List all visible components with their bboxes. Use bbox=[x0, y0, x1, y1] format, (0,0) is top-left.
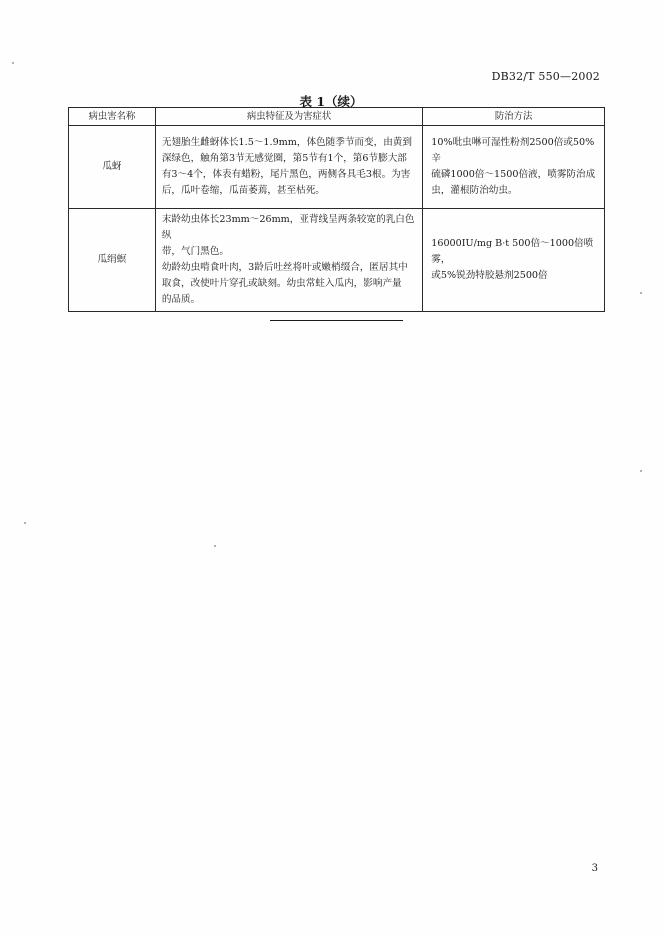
control-line: 或5%锐劲特胶悬剂2500倍 bbox=[431, 270, 548, 281]
scan-speck bbox=[214, 545, 216, 547]
column-header-pest-name: 病虫害名称 bbox=[69, 108, 156, 126]
pest-name-cell: 瓜绢螟 bbox=[69, 209, 156, 312]
symptom-line: 幼龄幼虫啃食叶肉，3龄后吐丝将叶或嫩梢缀合，匿居其中 bbox=[161, 262, 408, 273]
symptom-line: 末龄幼虫体长23mm～26mm，亚背线呈两条较宽的乳白色纵 bbox=[161, 214, 415, 241]
page-number: 3 bbox=[591, 863, 598, 874]
control-cell bbox=[423, 126, 605, 209]
symptom-line: 有3～4个，体表有蜡粉，尾片黑色，两侧各具毛3根。为害 bbox=[161, 169, 411, 180]
pest-control-table bbox=[68, 107, 605, 312]
control-cell bbox=[423, 209, 605, 312]
pest-name-cell: 瓜蚜 bbox=[69, 126, 156, 209]
symptom-line: 深绿色，触角第3节无感觉圈，第5节有1个，第6节膨大部 bbox=[161, 153, 407, 164]
symptom-line: 取食，改使叶片穿孔或缺刻。幼虫常蛀入瓜内，影响产量 bbox=[161, 278, 402, 289]
scan-speck bbox=[640, 292, 642, 294]
table-row bbox=[69, 209, 605, 312]
end-of-section-rule bbox=[270, 320, 403, 321]
symptom-line: 带，气门黑色。 bbox=[161, 246, 229, 257]
control-line: 硫磷1000倍～1500倍液，喷雾防治成 bbox=[431, 169, 596, 180]
table-row bbox=[69, 126, 605, 209]
symptom-cell bbox=[155, 126, 422, 209]
control-line: 虫，灌根防治幼虫。 bbox=[431, 185, 518, 196]
scan-speck bbox=[24, 522, 26, 524]
symptom-line: 无翅胎生雌蚜体长1.5～1.9mm，体色随季节而变，由黄到 bbox=[161, 137, 412, 148]
scan-speck bbox=[640, 470, 642, 472]
scan-speck bbox=[12, 62, 14, 64]
document-code: DB32/T 550—2002 bbox=[491, 70, 600, 83]
control-line: 16000IU/mg B·t 500倍～1000倍喷雾， bbox=[431, 238, 594, 265]
column-header-symptoms: 病虫特征及为害症状 bbox=[155, 108, 422, 126]
table-title: 表 1（续） bbox=[299, 94, 363, 109]
table-header-row bbox=[69, 108, 605, 126]
column-header-control: 防治方法 bbox=[423, 108, 605, 126]
symptom-line: 的品质。 bbox=[161, 294, 201, 305]
symptom-cell bbox=[155, 209, 422, 312]
control-line: 10%吡虫啉可湿性粉剂2500倍或50%辛 bbox=[431, 137, 595, 164]
symptom-line: 后，瓜叶卷缩，瓜苗萎蔫，甚至枯死。 bbox=[161, 185, 325, 196]
